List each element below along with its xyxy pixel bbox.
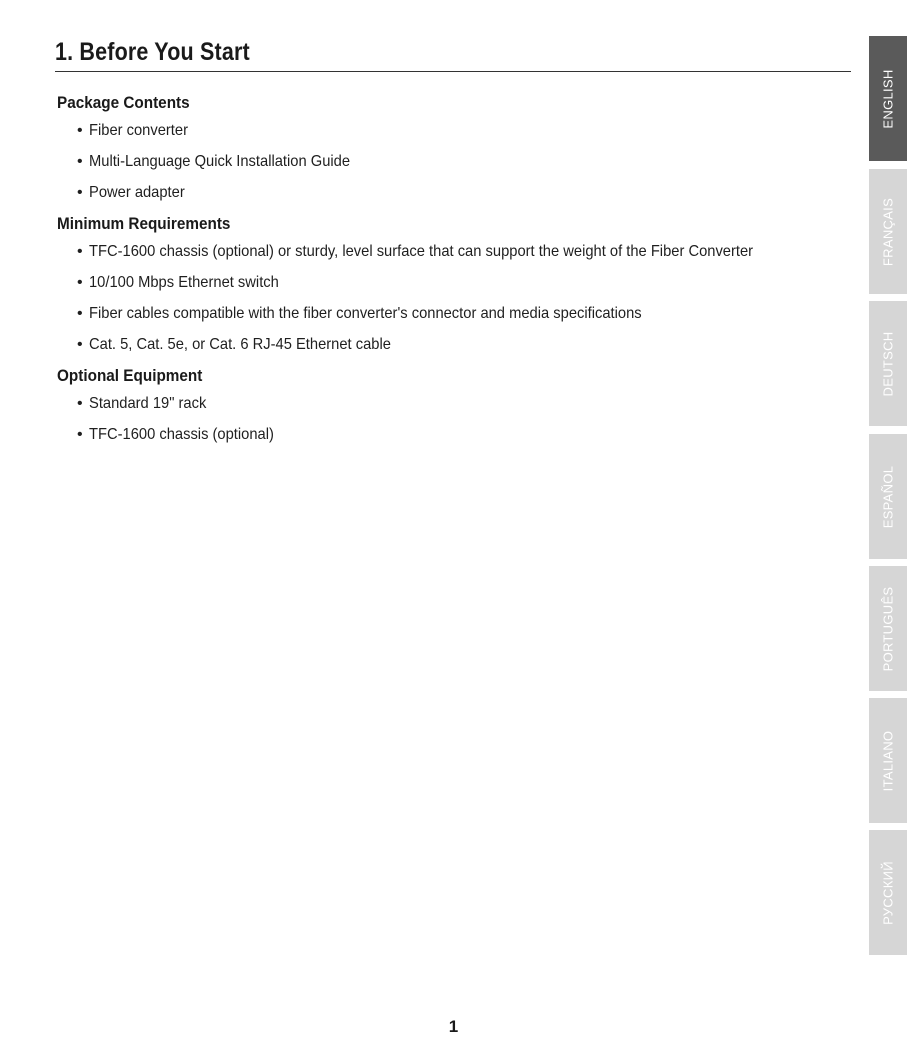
list-item	[77, 241, 837, 262]
list-item	[77, 393, 837, 414]
bullet-icon: •	[77, 305, 83, 322]
section-minimum-requirements	[57, 213, 837, 355]
page-content	[57, 92, 837, 455]
section-package-contents	[57, 92, 837, 203]
bullet-icon: •	[77, 122, 83, 139]
language-tab-english[interactable]	[869, 36, 907, 161]
language-tab-italiano[interactable]	[869, 698, 907, 823]
list-item	[77, 303, 837, 324]
page-number: 1	[448, 1017, 459, 1036]
bullet-icon: •	[77, 336, 83, 353]
language-tab-deutsch[interactable]	[869, 301, 907, 426]
bullet-list	[57, 120, 837, 203]
section-heading: Package Contents	[57, 93, 190, 112]
list-item-text: TFC-1600 chassis (optional)	[89, 426, 274, 443]
language-tab-label: РУССКИЙ	[880, 860, 896, 925]
bullet-icon: •	[77, 274, 83, 291]
language-tab-label: PORTUGUÊS	[880, 586, 896, 671]
section-heading: Optional Equipment	[57, 366, 203, 385]
list-item-text: Multi-Language Quick Installation Guide	[89, 153, 351, 170]
language-tab-label: DEUTSCH	[880, 331, 896, 396]
list-item-text: Cat. 5, Cat. 5e, or Cat. 6 RJ-45 Ethernet cable	[89, 336, 391, 353]
bullet-list	[57, 393, 837, 445]
bullet-icon: •	[77, 395, 83, 412]
list-item	[77, 272, 837, 293]
list-item	[77, 424, 837, 445]
bullet-list	[57, 241, 837, 355]
bullet-icon: •	[77, 153, 83, 170]
bullet-icon: •	[77, 426, 83, 443]
list-item	[77, 334, 837, 355]
bullet-icon: •	[77, 243, 83, 260]
language-tab-label: ENGLISH	[880, 68, 896, 129]
section-heading: Minimum Requirements	[57, 214, 231, 233]
language-tab-label: ESPAÑOL	[880, 465, 896, 528]
list-item-text: TFC-1600 chassis (optional) or sturdy, level surface that can support the weight of the Fiber Converter	[89, 243, 754, 260]
language-tab-label: FRANÇAIS	[880, 197, 896, 266]
list-item-text: Fiber cables compatible with the fiber converter's connector and media specifications	[89, 305, 642, 322]
language-tab-espanol[interactable]	[869, 434, 907, 559]
title-divider	[55, 71, 851, 72]
language-tab-label: ITALIANO	[880, 730, 896, 791]
list-item	[77, 182, 837, 203]
language-tab-portugues[interactable]	[869, 566, 907, 691]
list-item	[77, 151, 837, 172]
list-item-text: Standard 19" rack	[89, 395, 207, 412]
list-item-text: Fiber converter	[89, 122, 188, 139]
language-tab-russian[interactable]	[869, 830, 907, 955]
bullet-icon: •	[77, 184, 83, 201]
list-item	[77, 120, 837, 141]
list-item-text: 10/100 Mbps Ethernet switch	[89, 274, 279, 291]
list-item-text: Power adapter	[89, 184, 185, 201]
language-tab-francais[interactable]	[869, 169, 907, 294]
section-optional-equipment	[57, 365, 837, 445]
page-title: 1. Before You Start	[55, 38, 250, 66]
